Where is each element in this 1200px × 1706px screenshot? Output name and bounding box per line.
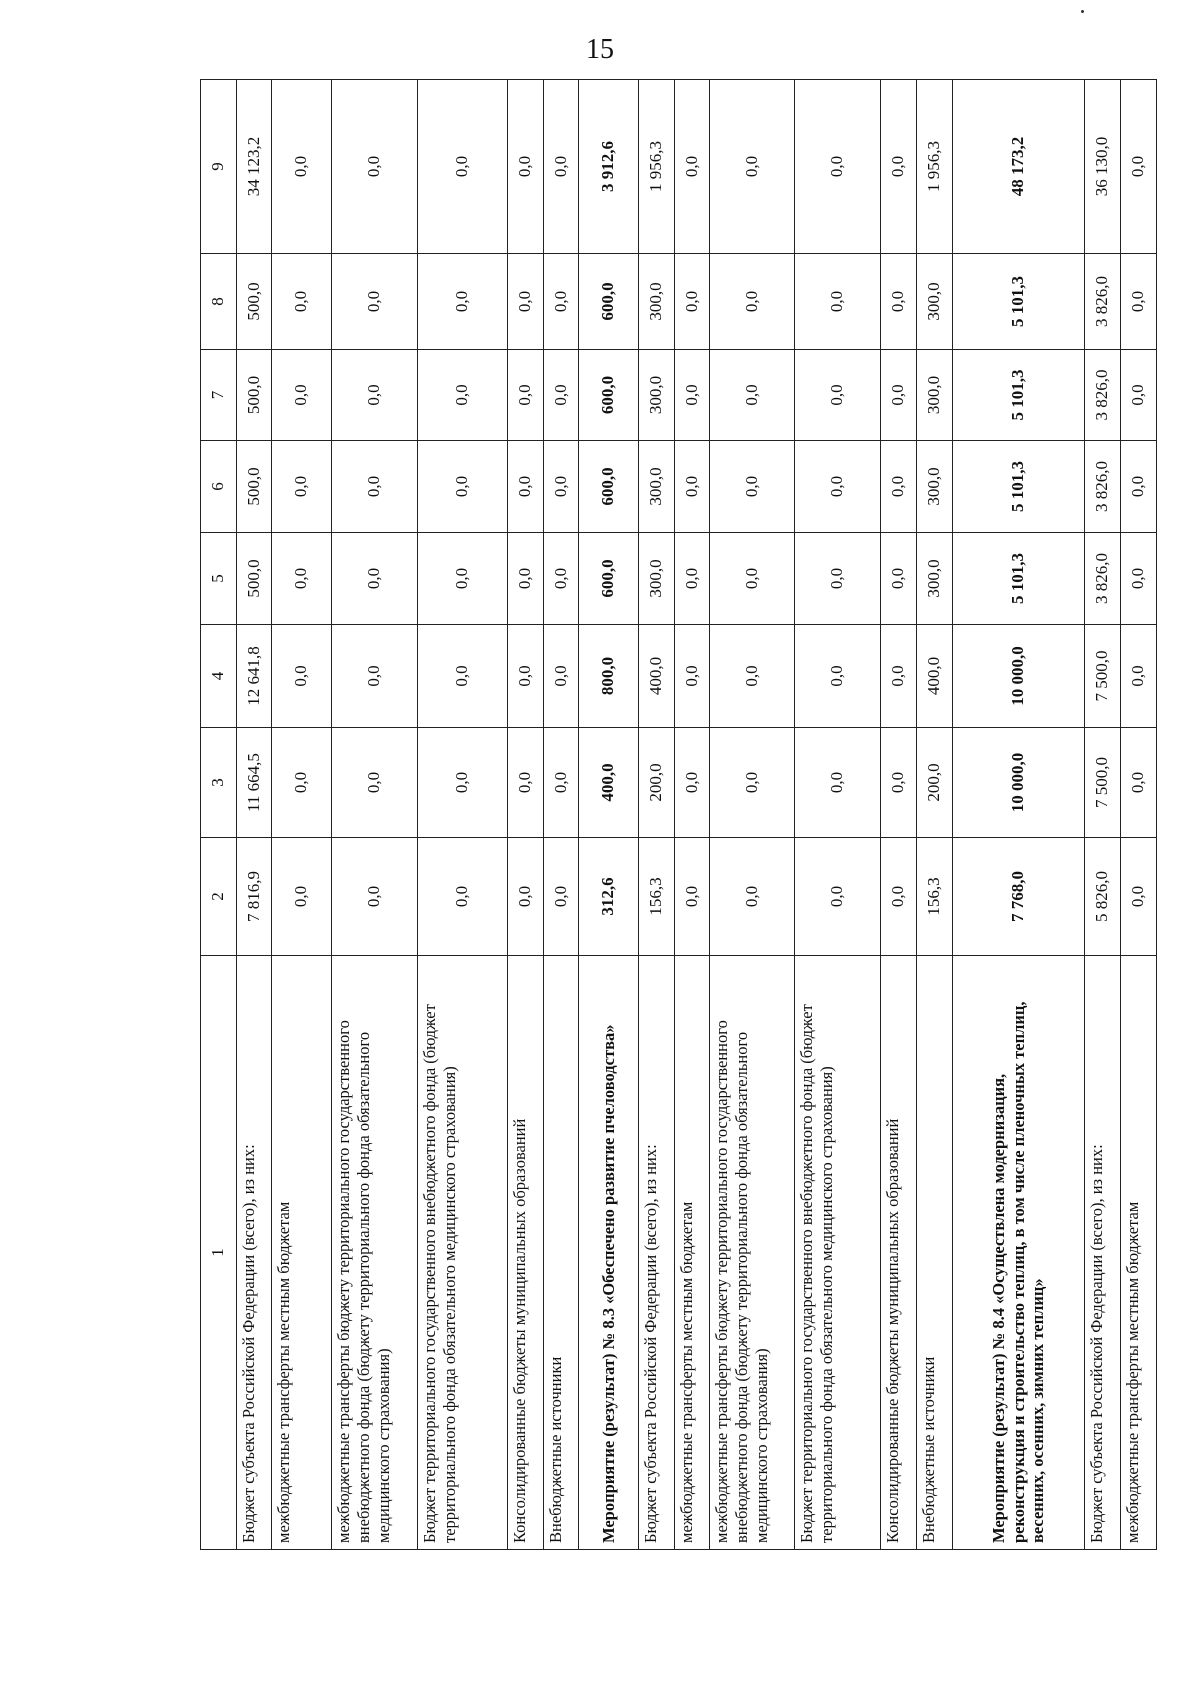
value-cell: 0,0 — [544, 838, 579, 956]
table-row — [418, 80, 508, 1550]
value-cell: 0,0 — [675, 254, 710, 350]
value-cell: 0,0 — [795, 350, 881, 441]
value-cell: 0,0 — [508, 533, 544, 625]
value-cell: 0,0 — [881, 254, 917, 350]
value-cell: 0,0 — [881, 80, 917, 254]
value-cell: 0,0 — [272, 838, 332, 956]
value-cell: 1 956,3 — [639, 80, 675, 254]
value-cell: 600,0 — [579, 254, 639, 350]
value-cell: 0,0 — [418, 625, 508, 728]
value-cell: 0,0 — [710, 441, 795, 533]
row-label: Внебюджетные источники — [917, 956, 953, 1550]
value-cell: 0,0 — [881, 441, 917, 533]
value-cell: 400,0 — [917, 625, 953, 728]
row-label: Бюджет субъекта Российской Федерации (всего), из них: — [1085, 956, 1121, 1550]
value-cell: 0,0 — [1121, 533, 1157, 625]
table-row — [795, 80, 881, 1550]
value-cell: 0,0 — [332, 350, 418, 441]
table-row — [237, 80, 272, 1550]
value-cell: 11 664,5 — [237, 728, 272, 838]
row-label: Бюджет субъекта Российской Федерации (всего), из них: — [639, 956, 675, 1550]
header-cell: 1 — [201, 956, 237, 1550]
value-cell: 0,0 — [710, 533, 795, 625]
row-label: Мероприятие (результат) № 8.3 «Обеспечено развитие пчеловодства» — [579, 956, 639, 1550]
table-row — [917, 80, 953, 1550]
value-cell: 0,0 — [881, 838, 917, 956]
value-cell: 300,0 — [917, 533, 953, 625]
value-cell: 5 101,3 — [953, 350, 1085, 441]
value-cell: 0,0 — [272, 441, 332, 533]
value-cell: 0,0 — [795, 441, 881, 533]
value-cell: 0,0 — [508, 441, 544, 533]
row-label: Мероприятие (результат) № 8.4 «Осуществлена модернизация, реконструкция и строительство теплиц, в том числе пленочных теплиц, весенних, осенних, зимних теплиц» — [953, 956, 1085, 1550]
scan-speck — [1081, 10, 1084, 13]
value-cell: 0,0 — [795, 728, 881, 838]
row-label: Бюджет территориального государственного внебюджетного фонда (бюджет территориального фонда обязательного медицинского страхования) — [795, 956, 881, 1550]
table-rotation-frame — [200, 80, 1148, 1550]
value-cell: 0,0 — [544, 728, 579, 838]
table-row — [639, 80, 675, 1550]
value-cell: 200,0 — [639, 728, 675, 838]
table-row — [953, 80, 1085, 1550]
value-cell: 0,0 — [675, 350, 710, 441]
value-cell: 0,0 — [1121, 838, 1157, 956]
value-cell: 0,0 — [508, 350, 544, 441]
row-label: Бюджет субъекта Российской Федерации (всего), из них: — [237, 956, 272, 1550]
value-cell: 0,0 — [332, 838, 418, 956]
value-cell: 300,0 — [917, 441, 953, 533]
value-cell: 0,0 — [795, 254, 881, 350]
value-cell: 0,0 — [795, 625, 881, 728]
value-cell: 5 101,3 — [953, 533, 1085, 625]
value-cell: 312,6 — [579, 838, 639, 956]
header-cell: 2 — [201, 838, 237, 956]
row-label: межбюджетные трансферты местным бюджетам — [272, 956, 332, 1550]
value-cell: 0,0 — [272, 533, 332, 625]
value-cell: 0,0 — [508, 254, 544, 350]
value-cell: 0,0 — [332, 441, 418, 533]
value-cell: 3 826,0 — [1085, 350, 1121, 441]
value-cell: 0,0 — [710, 625, 795, 728]
header-cell: 6 — [201, 441, 237, 533]
header-cell: 3 — [201, 728, 237, 838]
table-row — [544, 80, 579, 1550]
value-cell: 34 123,2 — [237, 80, 272, 254]
value-cell: 600,0 — [579, 533, 639, 625]
value-cell: 0,0 — [881, 625, 917, 728]
value-cell: 0,0 — [544, 80, 579, 254]
value-cell: 0,0 — [418, 728, 508, 838]
value-cell: 0,0 — [332, 254, 418, 350]
value-cell: 0,0 — [675, 625, 710, 728]
value-cell: 7 500,0 — [1085, 728, 1121, 838]
value-cell: 0,0 — [710, 728, 795, 838]
value-cell: 3 826,0 — [1085, 533, 1121, 625]
header-cell: 7 — [201, 350, 237, 441]
row-label: межбюджетные трансферты бюджету территориального государственного внебюджетного фонда (бюджету территориального фонда обязательного медицинского страхования) — [710, 956, 795, 1550]
page-number: 15 — [586, 34, 614, 65]
header-cell: 8 — [201, 254, 237, 350]
value-cell: 300,0 — [917, 254, 953, 350]
value-cell: 0,0 — [675, 728, 710, 838]
value-cell: 0,0 — [332, 625, 418, 728]
value-cell: 0,0 — [675, 80, 710, 254]
value-cell: 0,0 — [272, 728, 332, 838]
value-cell: 0,0 — [710, 254, 795, 350]
value-cell: 0,0 — [332, 80, 418, 254]
value-cell: 0,0 — [795, 533, 881, 625]
value-cell: 500,0 — [237, 441, 272, 533]
value-cell: 0,0 — [508, 838, 544, 956]
value-cell: 0,0 — [544, 625, 579, 728]
value-cell: 0,0 — [332, 533, 418, 625]
value-cell: 600,0 — [579, 441, 639, 533]
value-cell: 0,0 — [418, 80, 508, 254]
value-cell: 0,0 — [418, 350, 508, 441]
value-cell: 7 768,0 — [953, 838, 1085, 956]
value-cell: 0,0 — [1121, 254, 1157, 350]
value-cell: 0,0 — [272, 80, 332, 254]
value-cell: 7 500,0 — [1085, 625, 1121, 728]
value-cell: 0,0 — [1121, 350, 1157, 441]
table-row — [1085, 80, 1121, 1550]
value-cell: 0,0 — [881, 350, 917, 441]
table-row — [881, 80, 917, 1550]
value-cell: 0,0 — [675, 533, 710, 625]
header-cell: 5 — [201, 533, 237, 625]
value-cell: 0,0 — [1121, 728, 1157, 838]
table-row — [508, 80, 544, 1550]
value-cell: 3 912,6 — [579, 80, 639, 254]
value-cell: 0,0 — [795, 80, 881, 254]
row-label: Бюджет территориального государственного внебюджетного фонда (бюджет территориального фонда обязательного медицинского страхования) — [418, 956, 508, 1550]
value-cell: 500,0 — [237, 254, 272, 350]
value-cell: 48 173,2 — [953, 80, 1085, 254]
table-row — [675, 80, 710, 1550]
value-cell: 5 101,3 — [953, 254, 1085, 350]
value-cell: 0,0 — [710, 838, 795, 956]
value-cell: 0,0 — [418, 533, 508, 625]
value-cell: 0,0 — [675, 441, 710, 533]
budget-table — [200, 79, 1157, 1550]
value-cell: 400,0 — [639, 625, 675, 728]
value-cell: 0,0 — [332, 728, 418, 838]
value-cell: 156,3 — [639, 838, 675, 956]
value-cell: 0,0 — [544, 350, 579, 441]
value-cell: 0,0 — [881, 728, 917, 838]
rotated-table-container — [200, 80, 1148, 1550]
value-cell: 10 000,0 — [953, 728, 1085, 838]
value-cell: 0,0 — [544, 254, 579, 350]
table-row — [272, 80, 332, 1550]
row-label: межбюджетные трансферты местным бюджетам — [675, 956, 710, 1550]
value-cell: 300,0 — [639, 441, 675, 533]
value-cell: 0,0 — [1121, 625, 1157, 728]
table-row — [579, 80, 639, 1550]
value-cell: 36 130,0 — [1085, 80, 1121, 254]
value-cell: 0,0 — [508, 625, 544, 728]
value-cell: 10 000,0 — [953, 625, 1085, 728]
value-cell: 200,0 — [917, 728, 953, 838]
header-cell: 9 — [201, 80, 237, 254]
row-label: Консолидированные бюджеты муниципальных образований — [508, 956, 544, 1550]
value-cell: 400,0 — [579, 728, 639, 838]
value-cell: 300,0 — [639, 533, 675, 625]
value-cell: 0,0 — [1121, 80, 1157, 254]
value-cell: 0,0 — [795, 838, 881, 956]
value-cell: 0,0 — [710, 80, 795, 254]
value-cell: 0,0 — [544, 441, 579, 533]
header-row — [201, 80, 237, 1550]
value-cell: 500,0 — [237, 533, 272, 625]
value-cell: 0,0 — [272, 625, 332, 728]
value-cell: 0,0 — [710, 350, 795, 441]
value-cell: 0,0 — [272, 350, 332, 441]
value-cell: 300,0 — [639, 350, 675, 441]
value-cell: 0,0 — [418, 254, 508, 350]
value-cell: 0,0 — [544, 533, 579, 625]
table-row — [710, 80, 795, 1550]
value-cell: 0,0 — [272, 254, 332, 350]
row-label: Консолидированные бюджеты муниципальных образований — [881, 956, 917, 1550]
row-label: межбюджетные трансферты бюджету территориального государственного внебюджетного фонда (бюджету территориального фонда обязательного медицинского страхования) — [332, 956, 418, 1550]
header-cell: 4 — [201, 625, 237, 728]
value-cell: 300,0 — [639, 254, 675, 350]
table-row — [332, 80, 418, 1550]
value-cell: 0,0 — [418, 441, 508, 533]
value-cell: 800,0 — [579, 625, 639, 728]
value-cell: 12 641,8 — [237, 625, 272, 728]
value-cell: 500,0 — [237, 350, 272, 441]
value-cell: 3 826,0 — [1085, 254, 1121, 350]
value-cell: 1 956,3 — [917, 80, 953, 254]
value-cell: 7 816,9 — [237, 838, 272, 956]
value-cell: 0,0 — [508, 80, 544, 254]
row-label: Внебюджетные источники — [544, 956, 579, 1550]
value-cell: 0,0 — [1121, 441, 1157, 533]
value-cell: 0,0 — [508, 728, 544, 838]
value-cell: 0,0 — [881, 533, 917, 625]
value-cell: 5 826,0 — [1085, 838, 1121, 956]
value-cell: 0,0 — [675, 838, 710, 956]
value-cell: 300,0 — [917, 350, 953, 441]
table-row — [1121, 80, 1157, 1550]
value-cell: 600,0 — [579, 350, 639, 441]
value-cell: 156,3 — [917, 838, 953, 956]
budget-table-body — [201, 80, 1157, 1550]
row-label: межбюджетные трансферты местным бюджетам — [1121, 956, 1157, 1550]
value-cell: 0,0 — [418, 838, 508, 956]
value-cell: 3 826,0 — [1085, 441, 1121, 533]
value-cell: 5 101,3 — [953, 441, 1085, 533]
